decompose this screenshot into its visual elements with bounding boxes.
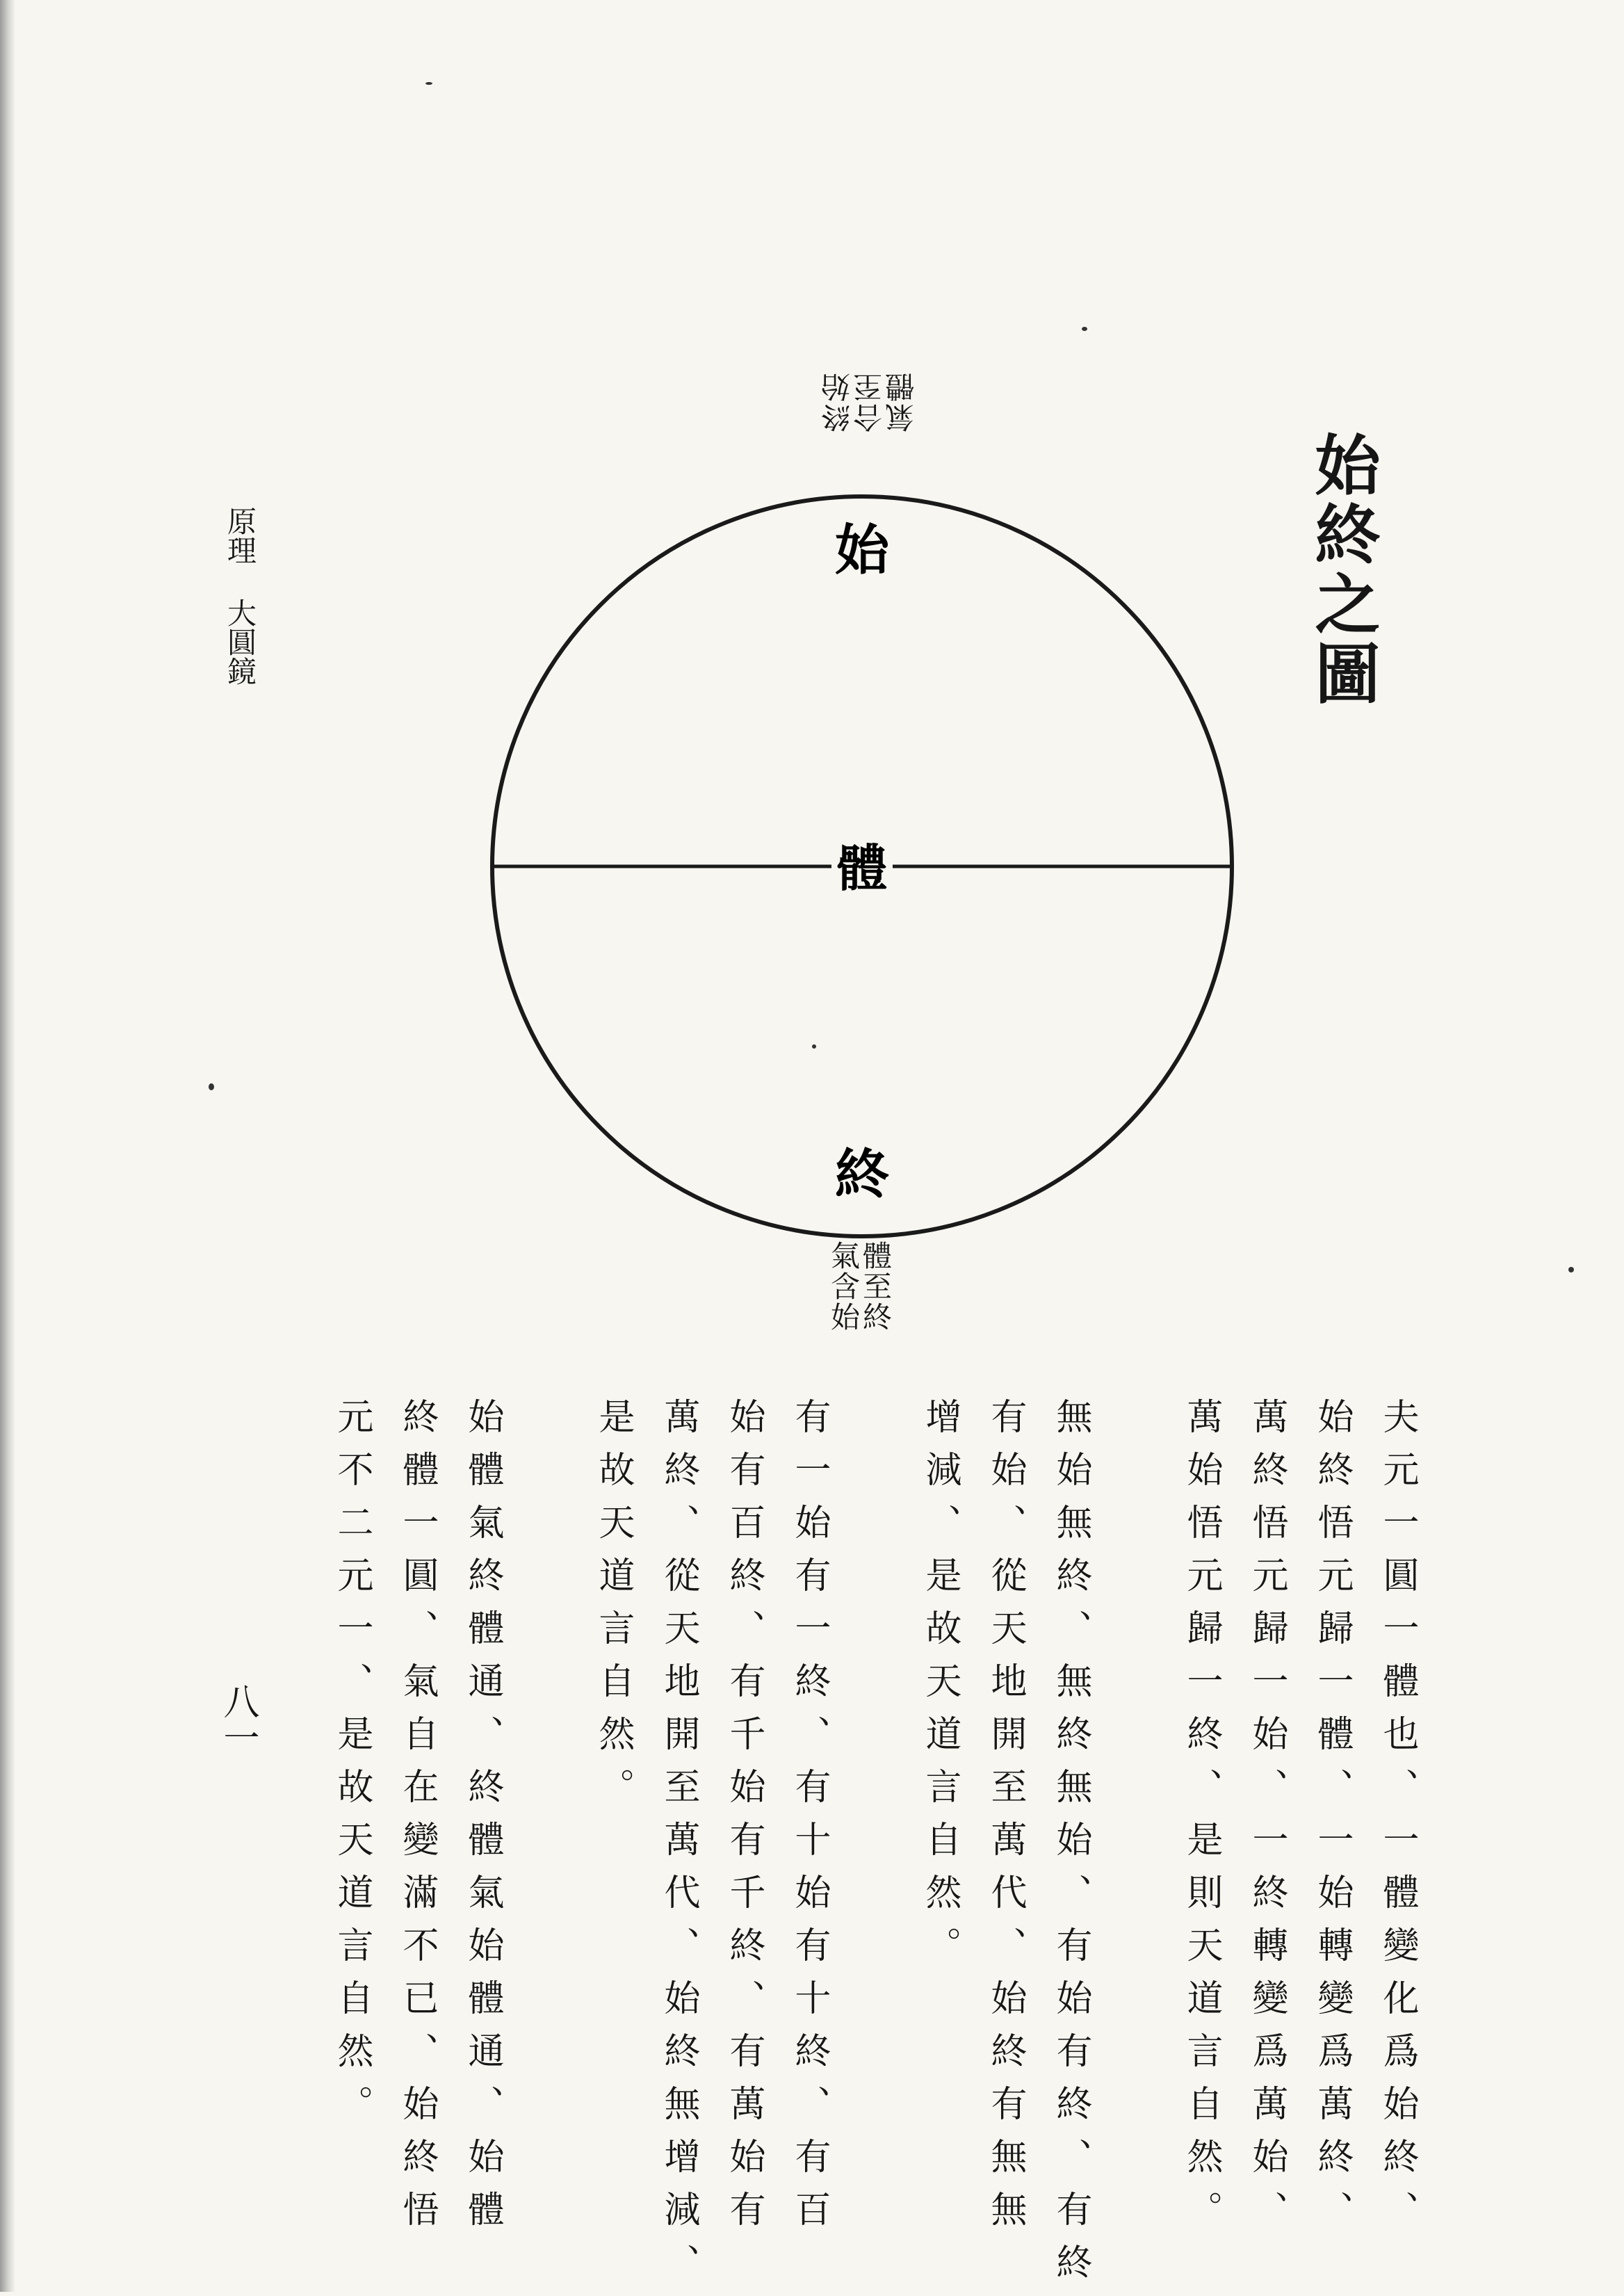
top-label-start: 始 [834,519,890,582]
center-label-body: 體 [836,839,888,898]
text-column-6: 有始、從天地開至萬代、始終有無無 [984,1398,1026,2243]
scan-speck [209,1083,214,1090]
bottom-annotation-column-1: 體至終 [859,1240,893,1332]
text-column-5: 無始無終、無終無始、有始有終、有終 [1050,1398,1091,2296]
text-column-3: 萬終悟元歸一始、一終轉變爲萬始、 [1246,1398,1288,2243]
text-column-7: 增減、是故天道言自然。 [919,1398,961,1979]
running-head-part-1: 原理 [223,506,257,565]
scan-speck [812,1044,816,1049]
text-column-10: 萬終、從天地開至萬代、始終無增減、 [658,1398,699,2296]
text-column-11: 是故天道言自然。 [592,1398,634,1820]
scan-speck [425,82,432,85]
text-column-13: 終體一圓、氣自在變滿不已、始終悟 [396,1398,438,2243]
text-column-1: 夫元一圓一體也、一體變化爲始終、 [1377,1398,1418,2243]
top-annotation-column-3: 氣體 [884,371,918,432]
text-column-8: 有一始有一終、有十始有十終、有百 [788,1398,830,2243]
text-column-4: 萬始悟元歸一終、是則天道言自然。 [1180,1398,1222,2243]
bottom-annotation-column-2: 氣含始 [827,1240,861,1332]
top-annotation-column-2: 合至 [852,371,886,432]
scan-speck [1082,327,1087,331]
diagram-title: 始終之圖 [1304,431,1380,709]
text-column-9: 始有百終、有千始有千終、有萬始有 [723,1398,765,2243]
top-annotation-column-1: 終始 [820,371,854,432]
scan-speck [1568,1267,1574,1272]
bottom-label-end: 終 [834,1143,890,1206]
text-column-2: 始終悟元歸一體、一始轉變爲萬終、 [1311,1398,1353,2243]
text-column-12: 始體氣終體通、終體氣始體通、始體 [462,1398,503,2243]
page-number: 八一 [217,1683,259,1755]
running-head-part-2: 大圓鏡 [223,598,257,686]
text-column-14: 元不二元一、是故天道言自然。 [331,1398,373,2137]
